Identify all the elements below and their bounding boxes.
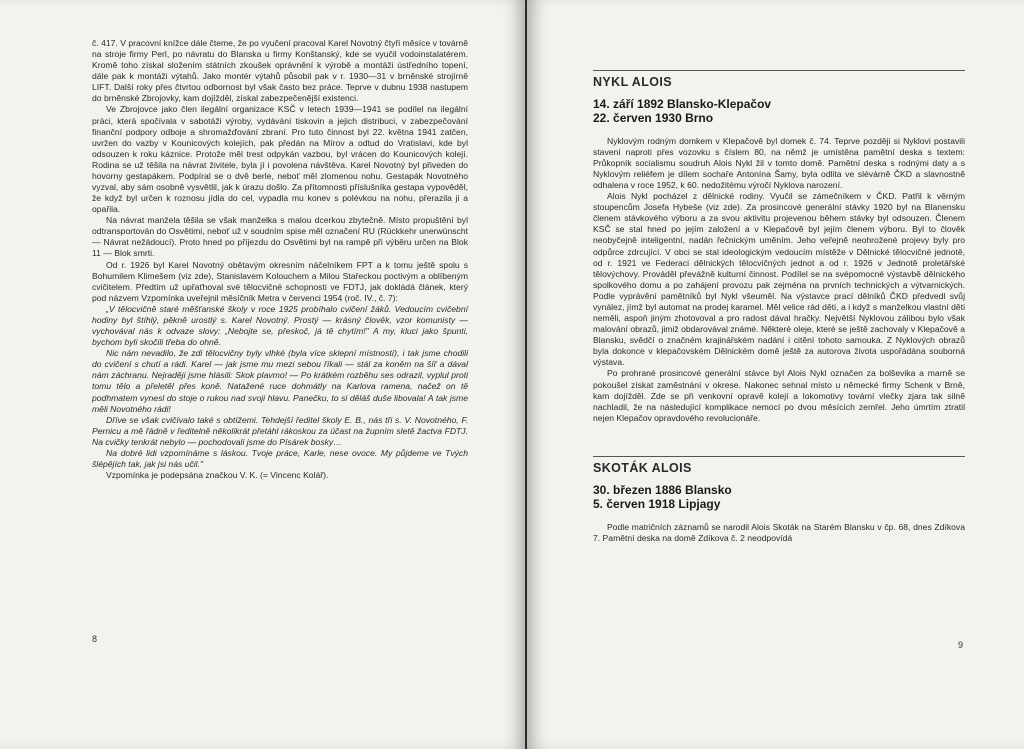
paragraph: Na návrat manžela těšila se však manželka s malou dcerkou zbytečně. Místo propuštění byl odtransportován do Osvětimi, neboť už v soudním spise měl označení RU (Rückkehr unerwünscht — Návrat nežádoucí). Proto hned po příjezdu do Osvětimi byl na rampě při výběru určen na Blok 11 — Blok smrti. <box>92 215 468 259</box>
quote-paragraph: Na dobré lidi vzpomínáme s láskou. Tvoje práce, Karle, nese ovoce. My půjdeme ve Tvých šlépějích tak, jak jsi nás učil." <box>92 447 468 469</box>
entry-body <box>593 136 965 424</box>
paragraph: Ve Zbrojovce jako člen ilegální organizace KSČ v letech 1939—1941 se podílel na ilegální práci, která spočívala v sabotáži výroby, vydávání tiskovin a jejich distribuci, v zabezpečování finanční podpory odboje a shromažďování zbraní. Pro tuto činnost byl 22. května 1941 zatčen, uvržen do vazby v Kounicových kolejích, pak předán na Mírov a odtud do Vratislavi, kde byl odsouzen k roku káznice. Protože měl trest odpykán vazbou, byl vrácen do Kounicových kolejí. Rodina se už těšila na návrat živitele, byla jí i povolena návštěva. Karel Novotný byl přiveden do hovorny gestapákem. Podpíral se o dvě berle, neboť měl zlomenou nohu. Gestapák Novotného vyzval, aby sám osobně vysvětlil, jak k úrazu došlo. Za přítomnosti příslušníka gestapa vypověděl, že když byl určen k roznosu jídla do cel, vypadla mu konev s polévkou na nohu, přerazila ji a opařila. <box>92 104 468 215</box>
left-page-text <box>92 38 468 481</box>
entry-name: NYKL ALOIS <box>593 75 673 89</box>
paragraph: Alois Nykl pocházel z dělnické rodiny. Vyučil se zámečníkem v ČKD. Patřil k věrným stoupencům Josefa Hybeše (viz zde). Za prosincové generální stávky 1920 byl na Blanensku členem stávkového výboru a za svou aktivitu projevenou během stávky byl odsouzen. Členem KSČ se stal hned po jejím založení a v Klepačově byl jejím členem výboru. Byl to člověk neobyčejně inteligentní, nadán řečnickým uměním. Jeho veřejně neohrožené projevy byly pro odpůrce zdrcující. V obci se stal ideologickým vedoucím místěže v Dělnické tělocvičné jednotě, od r. 1921 ve Federaci dělnických tělocvičných jednot a od r. 1926 v Jednotě proletářské tělovýchovy. Prováděl převážně kulturní činnost. Podílel se na svépomocné výstavbě dělnického spolkového domu a po zahájení provozu pak zejména na prvních technických a výtvarnických. Podle vyprávění pamětníků byl Nykl všeuměl. Na výstavce prací dělníků ČKD předvedl svůj vynález, jímž byl automat na prodej karamel. Měl velice rád děti, a i když s manželkou vlastní děti neměli, aspoň jiným zhotovoval a pro radost dával hračky. Největší Nyklovou zálibou bylo však malování obrazů, jimiž obdarovával známé. Některé oleje, které se ještě zachovaly v Klepačově a Blansku, svědčí o značném krajinářském nadání i citění tohoto samouka. Z Nyklových obrazů byla dokonce v klepačovském Dělnickém domě ještě za autorova života uspořádána souborná výstava. <box>593 191 965 368</box>
quote-paragraph: Dříve se však cvičívalo také s obtížemi. Tehdejší ředitel školy E. B., nás tři s. V. Novotného, F. Pernicu a mě řádně v ředitelně několikrát přetáhl rákoskou za účast na župním sletě žactva FDTJ. Na cvičky tenkrát nebylo — pochodovali jsme do Písárek bosky… <box>92 414 468 447</box>
quote-paragraph: „V tělocvičně staré měšťanské školy v roce 1925 probíhalo cvičení žáků. Vedoucím cvičební hodiny byl štíhlý, pěkně urostlý s. Karel Novotný. Prostý — krásný člověk, vzor komunisty — vychovával nás k odvaze slovy: „Nebojte se, přeskoč, já tě chytím!" A my, kluci jako špunti, bychom byli skočili třeba do ohně. <box>92 303 468 348</box>
entry-body <box>593 522 965 544</box>
paragraph: Vzpomínka je podepsána značkou V. K. (= Vincenc Kolář). <box>106 470 329 481</box>
entry-death: 5. červen 1918 Lipjagy <box>593 497 721 512</box>
page-number: 8 <box>92 634 98 644</box>
paragraph: Od r. 1926 byl Karel Novotný obětavým okresním náčelníkem FPT a k tomu ještě spolu s Bohumilem Klimešem (viz zde), Stanislavem Kolouchem a Milou Stařeckou poctivým a oblíbeným cvičitelem. Předtím už upřaťhoval své tělocvičné schopnosti ve FDTJ, jak dokládá článek, který pod názvem Vzpomínka uveřejnil měsíčník Metra v červenci 1954 (roč. IV., č. 7): <box>92 259 468 303</box>
entry-name: SKOTÁK ALOIS <box>593 460 692 475</box>
right-page-text <box>593 70 965 544</box>
right-page <box>527 0 1024 749</box>
paragraph: Podle matričních záznamů se narodil Alois Skoták na Starém Blansku v čp. 68, dnes Zdíkova 7. Pamětní deska na domě Zdíkova č. 2 neodpovídá <box>593 521 965 543</box>
paragraph: Po prohrané prosincové generální stávce byl Alois Nykl označen za bolševika a marně se pokoušel získat zaměstnání v okrese. Nakonec sehnal místo u německé firmy Schenk v Brně, kam dojížděl. Zde se při venkovní opravě kolejí a lokomotivy tovární vlečky zjara tak silně nachladil, že na následující komplikace nemocí po dvou měsících zemřel. Jeho úmrtím ztratil nejen Klepačov opravdového revolucionáře. <box>593 368 965 423</box>
paragraph: č. 417. V pracovní knížce dále čteme, že po vyučení pracoval Karel Novotný čtyři měsíce v továrně na stroje firmy Perl, po návratu do Blanska u firmy Konštanský, kde se vyučil vodoinstalatérem. Kromě toho získal složením státních zkoušek oprávnění k výrobě a montáži ústředního topení, dále pak k montáži výtahů. Jako montér výtahů působil pak v r. 1930—31 v brněnské strojírně LIFT. Další roky přes čtvrtou odbornost byl však často bez práce. Teprve v dubnu 1938 nastupem do brněnské Zbrojovky, kam dojížděl, získal zabezpečenější existenci. <box>92 38 468 104</box>
entry-death: 22. červen 1930 Brno <box>593 111 714 126</box>
divider <box>593 456 965 457</box>
page-number: 9 <box>958 640 964 650</box>
quote-paragraph: Nic nám nevadilo, že zdi tělocvičny byly vlhké (byla více sklepní místností), i tak jsme chodili do cvičení s chutí a rádi. Karel — jak jsme mu mezi sebou říkali — stál za koněm na šíř a dával nám záchranu. Nejraději jsme hlásili: Skok plavmo! — Po krátkém rozběhu ses odrazil, vyplul proti tomu tělo a přeletěl přes koně. Natažené ruce dohmátly na Karlova ramena, načež on tě podhmatem vynesl do stoje o rukou nad svoji hlavu. Panečku, to si děláš duše libovala! A tak jsme měli Novotného rádi! <box>92 348 468 414</box>
entry-birth: 14. září 1892 Blansko-Klepačov <box>593 97 772 111</box>
entry-birth: 30. březen 1886 Blansko <box>593 482 732 497</box>
divider <box>593 70 965 71</box>
paragraph: Nyklovým rodným domkem v Klepačově byl domek č. 74. Teprve později si Nyklovi postavili stavení naproti přes vozovku s číslem 80, na němž je umístěna pamětní deska s textem: Průkopník socialismu soudruh Alois Nykl žil v tomto domě. Pamětní deska s rodnými daty a s Nyklovým reliéfem je dílem sochaře Antonína Šamy, byla odlita ve slévárně ČKD a slavnostně odhalena v roce 1952, k 60. nedožitému výročí Nyklova narození. <box>593 135 965 191</box>
